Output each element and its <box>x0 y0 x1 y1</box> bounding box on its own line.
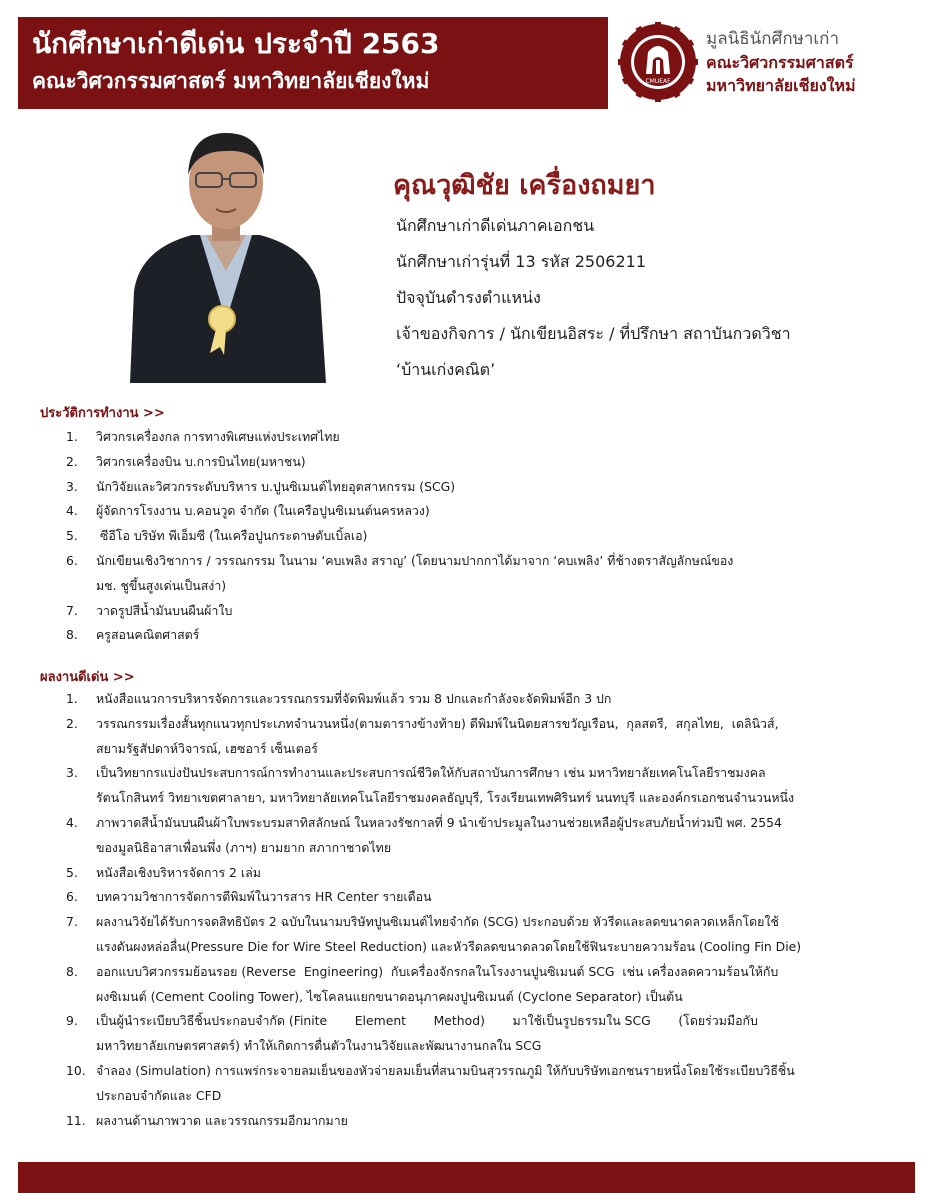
list-item-text <box>96 910 898 960</box>
list-item-text <box>96 549 898 599</box>
list-item-line: หนังสือเชิงบริหารจัดการ 2 เล่ม <box>96 864 261 880</box>
list-item-text <box>96 425 898 450</box>
list-item-line: เป็นวิทยากรแบ่งปันประสบการณ์การทำงานและประสบการณ์ชีวิตให้กับสถาบันการศึกษา เช่น มหาวิทยาลัยเทคโนโลยีราชมงคล <box>96 765 766 781</box>
banner-subtitle: คณะวิศวกรรมศาสตร์ มหาวิทยาลัยเชียงใหม่ <box>32 69 430 93</box>
list-item-line: มช. ชูขึ้นสูงเด่นเป็นสง่า) <box>96 577 227 593</box>
person-name: คุณวุฒิชัย เครื่องถมยา <box>393 170 656 201</box>
list-item-number: 7. <box>66 914 78 930</box>
list-item-line: ผงซิเมนต์ (Cement Cooling Tower), ไซโคลนแยกขนาดอนุภาคผงปูนซิเมนต์ (Cyclone Separator) เป็นต้น <box>96 988 683 1004</box>
current-position-continued: ‘บ้านเก่งคณิต’ <box>396 360 496 379</box>
organization-name <box>706 28 856 97</box>
list-item-line: นักเขียนเชิงวิชาการ / วรรณกรรม ในนาม ‘คบเพลิง สราญ’ (โดยนามปากกาได้มาจาก ‘คบเพลิง’ ที่ช้างตราสัญลักษณ์ของ <box>96 552 734 568</box>
position-heading: ปัจจุบันดำรงตำแหน่ง <box>396 288 541 307</box>
organization-line-3: มหาวิทยาลัยเชียงใหม่ <box>706 76 856 95</box>
list-item-number: 3. <box>66 765 78 781</box>
list-item-line: หนังสือแนวการบริหารจัดการและวรรณกรรมที่จัดพิมพ์แล้ว รวม 8 ปกและกำลังจะจัดพิมพ์อีก 3 ปก <box>96 691 612 706</box>
list-item-line: ครูสอนคณิตศาสตร์ <box>96 627 200 643</box>
list-item-text <box>96 1059 898 1109</box>
work-history-list <box>66 425 898 648</box>
list-item <box>66 811 898 861</box>
list-item <box>66 687 898 712</box>
list-item <box>66 712 898 762</box>
list-item-text <box>96 1009 898 1059</box>
list-item-number: 5. <box>66 864 78 880</box>
list-item <box>66 761 898 811</box>
list-item-line: ผู้จัดการโรงงาน บ.คอนวูด จำกัด (ในเครือปูนซิเมนต์นครหลวง) <box>96 503 430 519</box>
class-info: นักศึกษาเก่ารุ่นที่ 13 รหัส 2506211 <box>396 252 646 271</box>
list-item-text <box>96 524 898 549</box>
foundation-logo <box>618 22 698 102</box>
list-item-number: 1. <box>66 691 78 706</box>
list-item-text <box>96 599 898 624</box>
list-item-number: 6. <box>66 889 78 905</box>
list-item-line: วิศวกรเครื่องกล การทางพิเศษแห่งประเทศไทย <box>96 429 340 444</box>
list-item <box>66 910 898 960</box>
list-item-line: ผลงานด้านภาพวาด และวรรณกรรมอีกมากมาย <box>96 1112 348 1128</box>
list-item-text <box>96 450 898 475</box>
list-item-line: ภาพวาดสีน้ำมันบนผืนผ้าใบพระบรมสาทิสลักษณ์ ในหลวงรัชกาลที่ 9 นำเข้าประมูลในงานช่วยเหลือผู้ประสบภัยน้ำท่วมปี พศ. 2554 <box>96 814 782 830</box>
list-item <box>66 475 898 500</box>
list-item-line: ของมูลนิธิอาสาเพื่อนพึ่ง (ภาฯ) ยามยาก สภากาชาดไทย <box>96 839 392 855</box>
current-position: เจ้าของกิจการ / นักเขียนอิสระ / ที่ปรึกษา สถาบันกวดวิชา <box>396 324 791 343</box>
list-item-line: นักวิจัยและวิศวกรระดับบริหาร บ.ปูนซิเมนต์ไทยอุตสาหกรรม (SCG) <box>96 478 456 494</box>
list-item-line: บทความวิชาการจัดการตีพิมพ์ในวารสาร HR Center รายเดือน <box>96 889 432 905</box>
list-item-text <box>96 712 898 762</box>
list-item <box>66 1059 898 1109</box>
title-banner <box>18 17 608 109</box>
list-item-text <box>96 623 898 648</box>
list-item <box>66 524 898 549</box>
list-item-number: 8. <box>66 963 78 979</box>
list-item <box>66 960 898 1010</box>
list-item-number: 11. <box>66 1112 86 1128</box>
footer-bar <box>18 1162 915 1193</box>
list-item-text <box>96 861 898 886</box>
list-item-line: ซีอีโอ บริษัท พีเอ็มซี (ในเครือปูนกระดาษดับเบิ้ลเอ) <box>96 528 368 544</box>
list-item <box>66 861 898 886</box>
achievements-list <box>66 687 898 1133</box>
list-item-number: 10. <box>66 1062 86 1078</box>
list-item-number: 2. <box>66 715 78 731</box>
list-item-number: 6. <box>66 552 78 568</box>
list-item-line: ประกอบจำกัดและ CFD <box>96 1087 222 1103</box>
list-item <box>66 425 898 450</box>
list-item-number: 3. <box>66 478 78 494</box>
list-item <box>66 1009 898 1059</box>
list-item-number: 5. <box>66 528 78 544</box>
svg-text:CMUEAF: CMUEAF <box>645 78 671 85</box>
list-item-text <box>96 499 898 524</box>
achievements-title: ผลงานดีเด่น >> <box>40 670 135 685</box>
award-category: นักศึกษาเก่าดีเด่นภาคเอกชน <box>396 216 595 235</box>
list-item-number: 7. <box>66 602 78 618</box>
list-item-number: 4. <box>66 814 78 830</box>
list-item <box>66 549 898 599</box>
list-item-number: 2. <box>66 453 78 469</box>
list-item <box>66 623 898 648</box>
list-item-line: จำลอง (Simulation) การแพร่กระจายลมเย็นของหัวจ่ายลมเย็นที่สนามบินสุวรรณภูมิ ให้กับบริษัทเอกชนรายหนึ่งโดยใช้ระเบียบวิธีชิ้น <box>96 1062 795 1078</box>
list-item-text <box>96 960 898 1010</box>
organization-line-2: คณะวิศวกรรมศาสตร์ <box>706 53 854 72</box>
list-item-line: ผลงานวิจัยได้รับการจดสิทธิบัตร 2 ฉบับในนามบริษัทปูนซิเมนต์ไทยจำกัด (SCG) ประกอบด้วย หัวรีดและลดขนาดลวดเหล็กโดยใช้ <box>96 914 779 930</box>
list-item-line: ออกแบบวิศวกรรมย้อนรอย (Reverse Engineering) กับเครื่องจักรกลในโรงงานปูนซิเมนต์ SCG เช่น เครื่องลดความร้อนให้กับ <box>96 963 779 979</box>
list-item-text <box>96 687 898 712</box>
portrait-photo <box>120 121 332 383</box>
list-item-line: เป็นผู้นำระเบียบวิธีชิ้นประกอบจำกัด (Finite Element Method) มาใช้เป็นรูปธรรมใน SCG (โดยร่วมมือกับ <box>96 1013 758 1029</box>
list-item-text <box>96 885 898 910</box>
list-item-text <box>96 1109 898 1134</box>
list-item-line: แรงดันผงหล่อลื่น(Pressure Die for Wire Steel Reduction) และหัวรีดลดขนาดลวดโดยใช้ฟินระบายความร้อน (Cooling Fin Die) <box>96 938 802 954</box>
list-item-number: 1. <box>66 429 78 444</box>
banner-title: นักศึกษาเก่าดีเด่น ประจำปี 2563 <box>32 27 440 60</box>
list-item-line: มหาวิทยาลัยเกษตรศาสตร์) ทำให้เกิดการตื่นตัวในงานวิจัยและพัฒนางานกลใน SCG <box>96 1038 542 1054</box>
list-item-line: วรรณกรรมเรื่องสั้นทุกแนวทุกประเภทจำนวนหนึ่ง(ตามตารางข้างท้าย) ตีพิมพ์ในนิตยสารขวัญเรือน, กุลสตรี, สกุลไทย, เดลินิวส์, <box>96 715 779 731</box>
list-item-line: วาดรูปสีน้ำมันบนผืนผ้าใบ <box>96 602 233 618</box>
list-item-number: 4. <box>66 503 78 519</box>
list-item-line: วิศวกรเครื่องบิน บ.การบินไทย(มหาชน) <box>96 453 306 469</box>
profile-block <box>393 164 791 388</box>
list-item <box>66 1109 898 1134</box>
list-item-text <box>96 811 898 861</box>
organization-line-1: มูลนิธินักศึกษาเก่า <box>706 29 840 49</box>
list-item-number: 8. <box>66 627 78 643</box>
list-item-text <box>96 475 898 500</box>
list-item <box>66 599 898 624</box>
list-item <box>66 450 898 475</box>
list-item <box>66 885 898 910</box>
list-item-text <box>96 761 898 811</box>
list-item-line: รัตนโกสินทร์ วิทยาเขตศาลายา, มหาวิทยาลัยเทคโนโลยีราชมงคลธัญบุรี, โรงเรียนเทพศิรินทร์ นนทบุรี และองค์กรเอกชนจำนวนหนึ่ง <box>96 790 795 806</box>
list-item-number: 9. <box>66 1013 78 1029</box>
list-item-line: สยามรัฐสัปดาห์วิจารณ์, เฮซอาร์ เซ็นเตอร์ <box>96 740 318 756</box>
work-history-title: ประวัติการทำงาน >> <box>40 406 165 421</box>
list-item <box>66 499 898 524</box>
